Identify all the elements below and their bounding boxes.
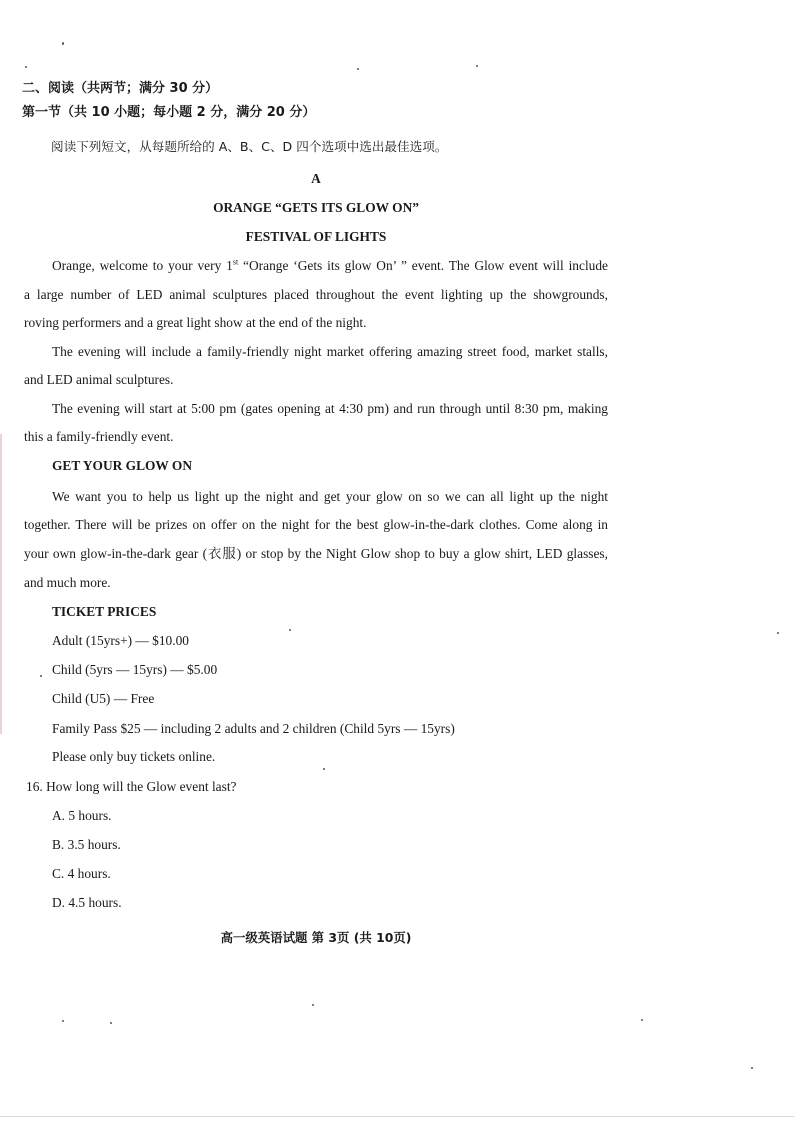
passage-letter: A [311,171,321,186]
scan-speck [641,1019,643,1021]
paragraph-1-line-2: a large number of LED animal sculptures placed throughout the event lighting up the showgrounds, [24,287,608,302]
ticket-family-pass: Family Pass $25 — including 2 adults and 2 children (Child 5yrs — 15yrs) [52,721,455,736]
scan-speck [476,65,478,67]
paragraph-3-line-2: this a family-friendly event. [24,429,174,444]
scan-speck [62,42,64,45]
scan-speck [110,1022,112,1024]
question-stem: 16. How long will the Glow event last? [26,779,237,794]
ticket-under-five: Child (U5) — Free [52,691,155,706]
scan-speck [357,68,359,70]
instruction-text: 阅读下列短文，从每题所给的 A、B、C、D 四个选项中选出最佳选项。 [51,139,448,154]
scan-bottom-edge [0,1116,794,1117]
scan-speck [751,1067,753,1069]
glow-heading: GET YOUR GLOW ON [52,458,193,473]
scan-speck [777,632,779,634]
page-footer: 高一级英语试题 第 3页 (共 10页) [220,930,412,945]
paragraph-4-line-1: We want you to help us light up the night and get your glow on so we can all light up the night [52,489,608,504]
section-title: 二、阅读（共两节；满分 30 分） [22,81,219,96]
scan-speck [289,629,291,631]
option-a: A. 5 hours. [52,808,112,823]
ticket-child: Child (5yrs — 15yrs) — $5.00 [52,662,218,677]
part-title: 第一节（共 10 小题；每小题 2 分，满分 20 分） [22,105,316,120]
scan-speck [40,675,42,677]
passage-title: ORANGE “GETS ITS GLOW ON” [213,200,419,215]
paragraph-4-line-3: your own glow-in-the-dark gear (衣服) or stop by the Night Glow shop to buy a glow shirt, LED glasses, [24,546,608,561]
option-d: D. 4.5 hours. [52,895,122,910]
paragraph-1-line-1: Orange, welcome to your very 1st “Orange ‘Gets its glow On’ ” event. The Glow event will include [52,257,608,273]
scan-speck [62,1020,64,1022]
paragraph-2-line-2: and LED animal sculptures. [24,372,174,387]
option-b: B. 3.5 hours. [52,837,121,852]
paragraph-4-line-2: together. There will be prizes on offer on the night for the best glow-in-the-dark clothes. Come along in [24,517,608,532]
paragraph-2-line-1: The evening will include a family-friendly night market offering amazing street food, market stalls, [52,344,608,359]
paragraph-1-line-3: roving performers and a great light show at the end of the night. [24,315,367,330]
scan-speck [323,768,325,770]
paragraph-4-line-4: and much more. [24,575,111,590]
ticket-adult: Adult (15yrs+) — $10.00 [52,633,189,648]
ticket-heading: TICKET PRICES [52,604,157,619]
ordinal-suffix: st [232,257,239,267]
paragraph-3-line-1: The evening will start at 5:00 pm (gates opening at 4:30 pm) and run through until 8:30 pm, making [52,401,608,416]
passage-subtitle: FESTIVAL OF LIGHTS [245,229,387,244]
ticket-note: Please only buy tickets online. [52,749,216,764]
scan-speck [312,1004,314,1006]
option-c: C. 4 hours. [52,866,111,881]
scan-edge-shadow [0,434,2,734]
scan-speck [25,66,27,68]
